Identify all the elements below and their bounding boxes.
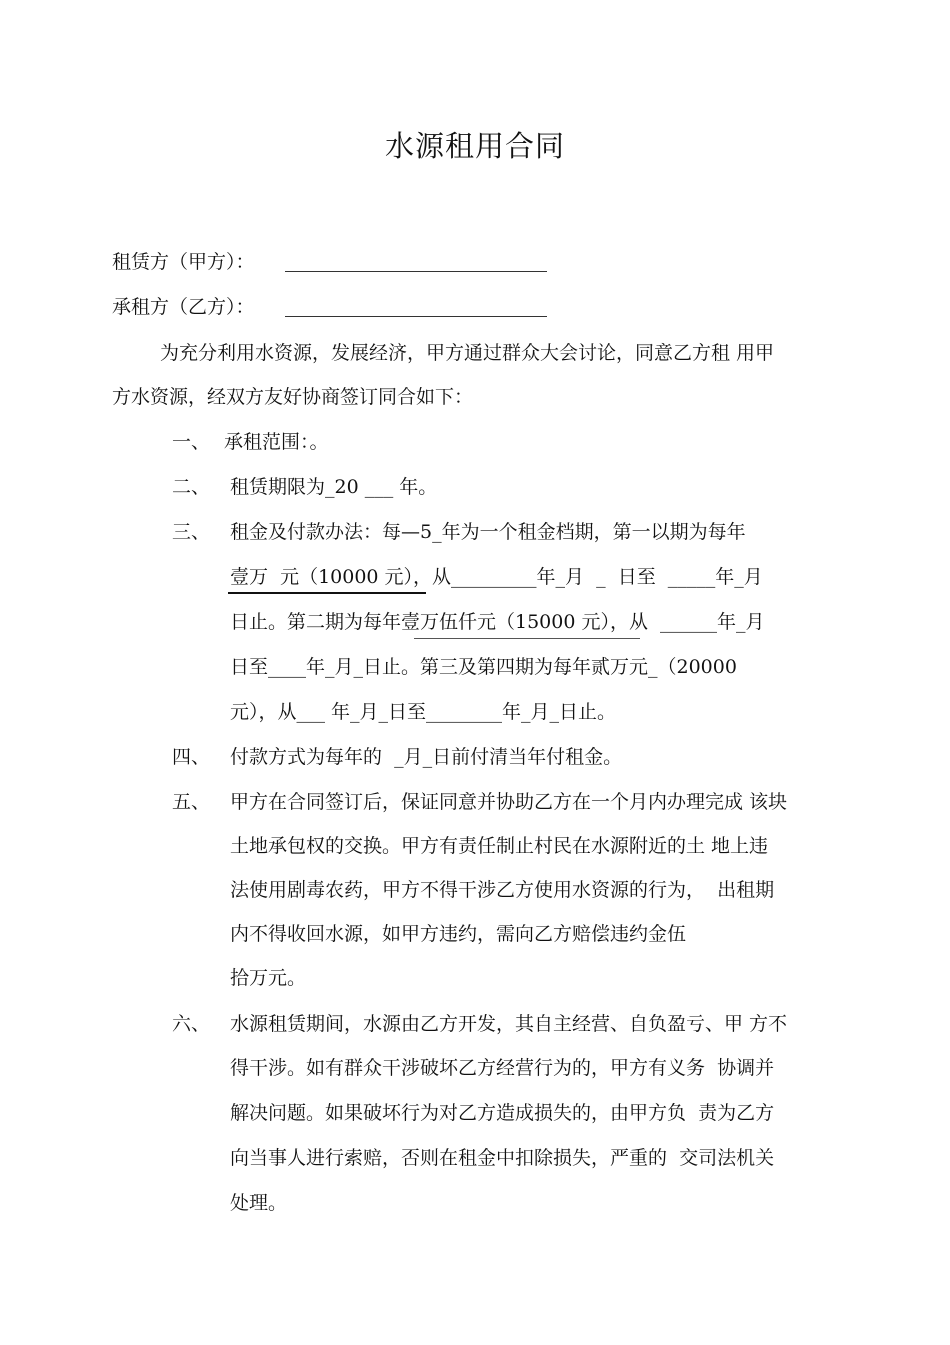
clause-6-line-1: 水源租赁期间，水源由乙方开发，其自主经营、自负盈亏、甲 方不 <box>230 1013 788 1035</box>
clause-3-line-1: 租金及付款办法：每—5_年为一个租金档期，第一以期为每年 <box>230 521 746 543</box>
intro-line-2: 方水资源，经双方友好协商签订同合如下： <box>112 386 474 408</box>
clause-3-line-5: 元），从___ 年_月_日至________年_月_日止。 <box>230 701 617 723</box>
clause-6-line-4: 向当事人进行索赔，否则在租金中扣除损失，严重的 交司法机关 <box>230 1147 775 1169</box>
lessor-label: 租赁方（甲方）： <box>112 251 255 273</box>
clause-5-line-1: 甲方在合同签订后，保证同意并协助乙方在一个月内办理完成 该块 <box>230 791 788 813</box>
clause-5-number: 五、 <box>172 791 211 813</box>
clause-6-number: 六、 <box>172 1013 211 1035</box>
lessor-blank-line <box>285 270 547 272</box>
lessee-blank-line <box>285 315 547 317</box>
clause-2-line-1: 租赁期限为_20 ___ 年。 <box>230 476 438 498</box>
clause-5-line-4: 内不得收回水源，如甲方违约，需向乙方赔偿违约金伍 <box>230 923 687 945</box>
clause-6-line-2: 得干涉。如有群众干涉破坏乙方经营行为的，甲方有义务 协调并 <box>230 1057 775 1079</box>
clause-5-line-2: 土地承包权的交换。甲方有责任制止村民在水源附近的土 地上违 <box>230 835 769 857</box>
clause-1-number: 一、 <box>172 431 211 453</box>
amount-underline-2 <box>414 638 640 639</box>
amount-underline-1 <box>228 592 426 594</box>
clause-3-line-4: 日至____年_月_日止。第三及第四期为每年贰万元_（20000 <box>230 656 737 678</box>
clause-4-line-1: 付款方式为每年的 _月_日前付清当年付租金。 <box>230 746 623 768</box>
clause-4-number: 四、 <box>172 746 211 768</box>
clause-6-line-5: 处理。 <box>230 1192 288 1214</box>
clause-3-number: 三、 <box>172 521 211 543</box>
document-title: 水源租用合同 <box>384 129 565 163</box>
intro-line-1: 为充分利用水资源，发展经济，甲方通过群众大会讨论，同意乙方租 用甲 <box>160 342 775 364</box>
clause-3-line-2: 壹万 元（10000 元），从_________年_月 _ 日至 _____年_月 <box>230 566 763 588</box>
clause-6-line-3: 解决问题。如果破坏行为对乙方造成损失的，由甲方负 责为乙方 <box>230 1102 775 1124</box>
clause-5-line-3: 法使用剧毒农药，甲方不得干涉乙方使用水资源的行为， 出租期 <box>230 879 775 901</box>
clause-2-number: 二、 <box>172 476 211 498</box>
clause-5-line-5: 拾万元。 <box>230 967 307 989</box>
clause-1-line-1: 承租范围：。 <box>224 431 329 453</box>
clause-3-line-3: 日止。第二期为每年壹万伍仟元（15000 元），从 ______年_月 <box>230 611 765 633</box>
lessee-label: 承租方（乙方）： <box>112 296 255 318</box>
